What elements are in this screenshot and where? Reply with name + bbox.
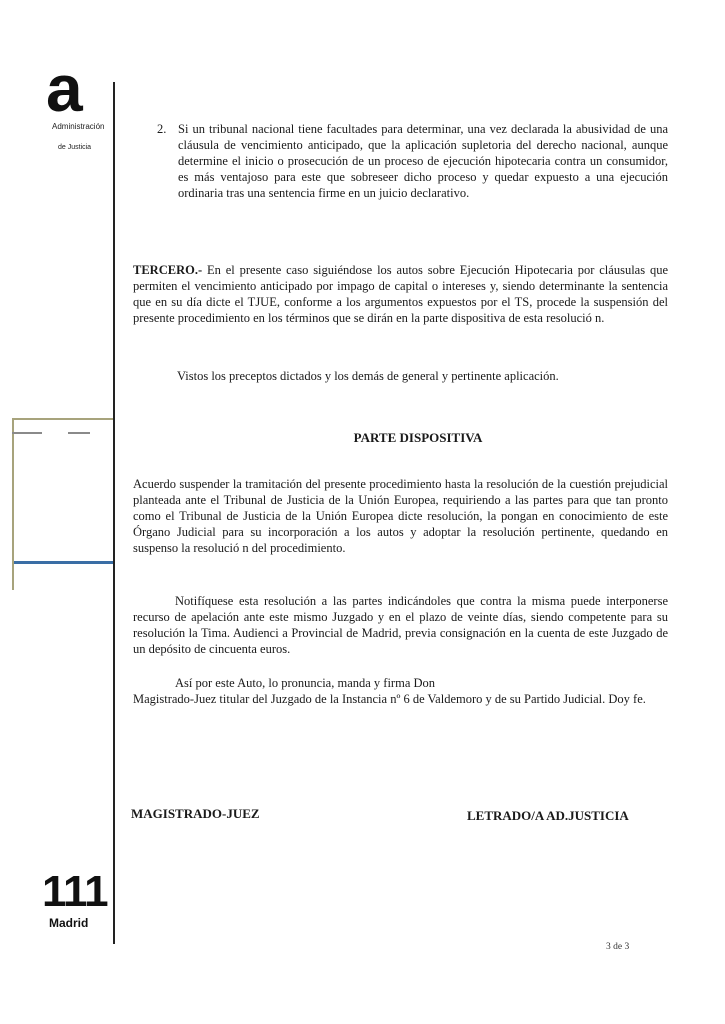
item-number: 2. xyxy=(157,122,167,136)
closing-line-2: Magistrado-Juez titular del Juzgado de la Instancia nº 6 de Valdemoro y de su Partido Judicial. Doy fe. xyxy=(133,692,646,707)
administracion-justicia-logo: a xyxy=(46,51,83,125)
decorative-olive-rule-left xyxy=(12,418,14,590)
closing-paragraph xyxy=(133,675,668,707)
tercero-label: TERCERO.- xyxy=(133,263,203,277)
city-label: Madrid xyxy=(49,916,89,930)
page-number: 3 de 3 xyxy=(606,942,630,952)
signature-letrado: LETRADO/A AD.JUSTICIA xyxy=(467,808,629,823)
acuerdo-paragraph: Acuerdo suspender la tramitación del presente procedimiento hasta la resolución de la cuestión prejudicial planteada ante el Tribunal de Justicia de la Unión Europea, requiriendo a las partes para que tan pronto como el Tribunal de Justicia de la Unión Europea dicte resolución, la pongan en conocimiento de este Órgano Judicial para su incorporación a los autos y adoptar la resolución pertinente, quedando en suspenso la resolució n del procedimiento. xyxy=(133,477,668,556)
margin-vertical-rule xyxy=(113,82,115,944)
tercero-paragraph xyxy=(133,262,668,326)
closing-line-1: Así por este Auto, lo pronuncia, manda y firma Don xyxy=(175,676,436,690)
section-heading: PARTE DISPOSITIVA xyxy=(353,430,483,445)
org-name-line2: de Justicia xyxy=(58,144,92,151)
court-number: 111 xyxy=(42,867,108,916)
decorative-olive-rule-top xyxy=(12,418,113,420)
decorative-gray-dash xyxy=(68,432,90,434)
signature-magistrado: MAGISTRADO-JUEZ xyxy=(131,806,260,821)
org-name-line1: Administración xyxy=(52,122,105,131)
decorative-blue-rule xyxy=(14,561,113,564)
vistos-paragraph: Vistos los preceptos dictados y los demás de general y pertinente aplicación. xyxy=(177,369,559,383)
tercero-text: En el presente caso siguiéndose los autos sobre Ejecución Hipotecaria por cláusulas que permiten el vencimiento anticipado por impago de capital o intereses y, siendo determinante la sentencia que en su día dicte el TJUE, conforme a los argumentos expuestos por el TS, procede la suspensión del presente procedimiento en los términos que se dirán en la parte dispositiva de esta resolució n. xyxy=(133,263,668,326)
notifiquese-paragraph: Notifíquese esta resolución a las partes indicándoles que contra la misma puede interponerse recurso de apelación ante este mismo Juzgado y en el plazo de veinte días, siendo competente para su resolución la Tima. Audienci a Provincial de Madrid, previa consignación en la cuenta de este Juzgado de un depósito de cincuenta euros. xyxy=(133,594,668,657)
item-text: Si un tribunal nacional tiene facultades para determinar, una vez declarada la abusividad de una cláusula de vencimiento anticipado, que la aplicación supletoria del derecho nacional, aunque determine el inicio o prosecución de un proceso de ejecución hipotecaria contra un consumidor, es más ventajoso para este que sobreseer dicho proceso y quedar expuesto a una ejecución ordinaria tras una sentencia firme en un juicio declarativo. xyxy=(178,122,668,201)
question-item-2 xyxy=(157,121,668,201)
decorative-gray-dash xyxy=(12,432,42,434)
